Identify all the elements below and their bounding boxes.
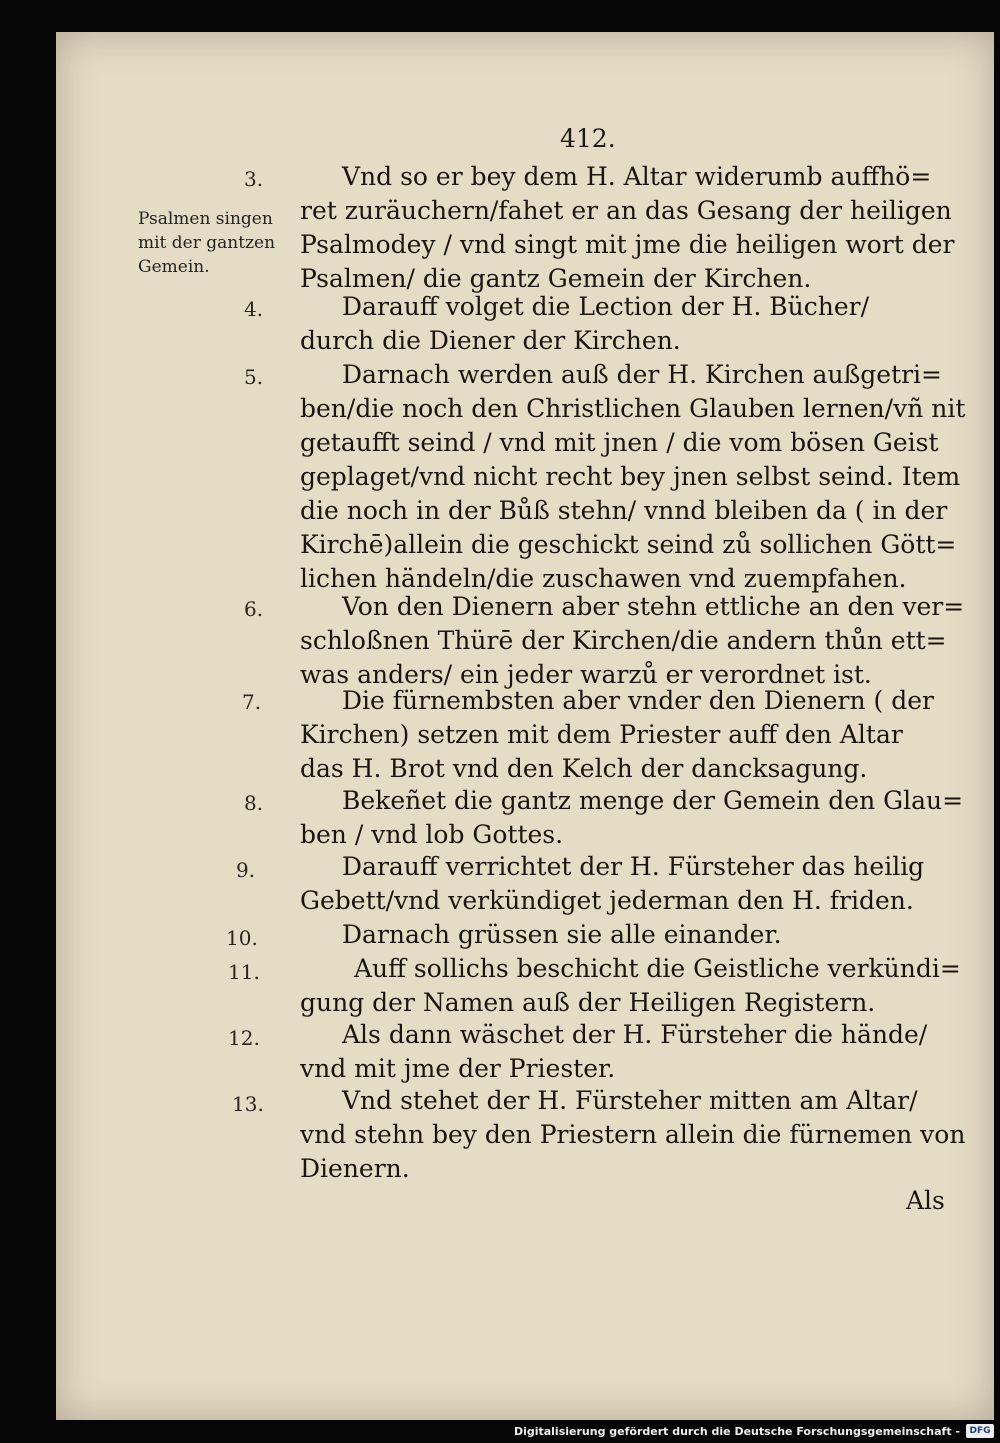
paragraph-number: 11. — [228, 960, 260, 984]
text-line: Darauff verrichtet der H. Fürsteher das heilig — [342, 852, 925, 881]
text-line: vnd mit jme der Priester. — [300, 1054, 616, 1083]
text-line: Auff sollichs beschicht die Geistliche verkündi= — [354, 954, 961, 983]
text-line: Kirchen) setzen mit dem Priester auff den Altar — [300, 720, 903, 749]
paragraph-number: 4. — [244, 297, 264, 321]
text-line: was anders/ ein jeder warzů er verordnet ist. — [300, 660, 872, 689]
text-line: die noch in der Bůß stehn/ vnnd bleiben da ( in der — [300, 496, 948, 525]
paragraph-number: 3. — [244, 167, 264, 191]
paragraph-number: 5. — [244, 365, 264, 389]
margin-note-line: Gemein. — [138, 257, 210, 277]
footer-bar — [0, 1420, 1000, 1443]
text-line: gung der Namen auß der Heiligen Registern. — [300, 988, 876, 1017]
paragraph-number: 7. — [242, 690, 262, 714]
text-line: Als dann wäschet der H. Fürsteher die hände/ — [342, 1020, 928, 1049]
text-line: geplaget/vnd nicht recht bey jnen selbst seind. Item — [300, 462, 961, 491]
text-line: ret zuräuchern/fahet er an das Gesang der heiligen — [300, 196, 952, 225]
text-line: Darnach grüssen sie alle einander. — [342, 920, 782, 949]
text-line: durch die Diener der Kirchen. — [300, 326, 681, 355]
paragraph-number: 13. — [232, 1092, 264, 1116]
text-line: Darauff volget die Lection der H. Bücher/ — [342, 292, 869, 321]
paragraph-number: 9. — [236, 858, 256, 882]
paragraph-number: 12. — [228, 1026, 260, 1050]
text-line: Von den Dienern aber stehn ettliche an den ver= — [342, 592, 965, 621]
margin-note-line: Psalmen singen — [138, 209, 273, 229]
text-line: Psalmodey / vnd singt mit jme die heiligen wort der — [300, 230, 955, 259]
text-line: vnd stehn bey den Priestern allein die fürnemen von — [300, 1120, 966, 1149]
text-line: Die fürnembsten aber vnder den Dienern ( der — [342, 686, 934, 715]
text-line: Darnach werden auß der H. Kirchen außgetri= — [342, 360, 942, 389]
text-line: Bekeñet die gantz menge der Gemein den Glau= — [342, 786, 964, 815]
catchword: Als — [906, 1186, 945, 1215]
text-line: ben/die noch den Christlichen Glauben lernen/vñ nit — [300, 394, 966, 423]
dfg-logo-icon: DFG — [966, 1424, 994, 1438]
paragraph-number: 8. — [244, 791, 264, 815]
text-line: Kirchē)allein die geschickt seind zů sollichen Gött= — [300, 530, 957, 559]
text-line: Vnd stehet der H. Fürsteher mitten am Altar/ — [342, 1086, 918, 1115]
text-line: Dienern. — [300, 1154, 410, 1183]
text-line: schloßnen Thürē der Kirchen/die andern thůn ett= — [300, 626, 947, 655]
page-number: 412. — [560, 124, 616, 153]
margin-note-line: mit der gantzen — [138, 233, 276, 253]
text-line: Gebett/vnd verkündiget jederman den H. friden. — [300, 886, 914, 915]
margin-note — [138, 207, 308, 279]
text-line: ben / vnd lob Gottes. — [300, 820, 564, 849]
paragraph-number: 10. — [226, 926, 258, 950]
text-line: getaufft seind / vnd mit jnen / die vom bösen Geist — [300, 428, 939, 457]
text-line: Vnd so er bey dem H. Altar widerumb auffhö= — [342, 162, 932, 191]
paragraph-number: 6. — [244, 597, 264, 621]
footer-credit: Digitalisierung gefördert durch die Deutsche Forschungsgemeinschaft - — [513, 1425, 960, 1438]
text-line: Psalmen/ die gantz Gemein der Kirchen. — [300, 264, 812, 293]
text-line: lichen händeln/die zuschawen vnd zuempfahen. — [300, 564, 907, 593]
text-line: das H. Brot vnd den Kelch der dancksagung. — [300, 754, 868, 783]
